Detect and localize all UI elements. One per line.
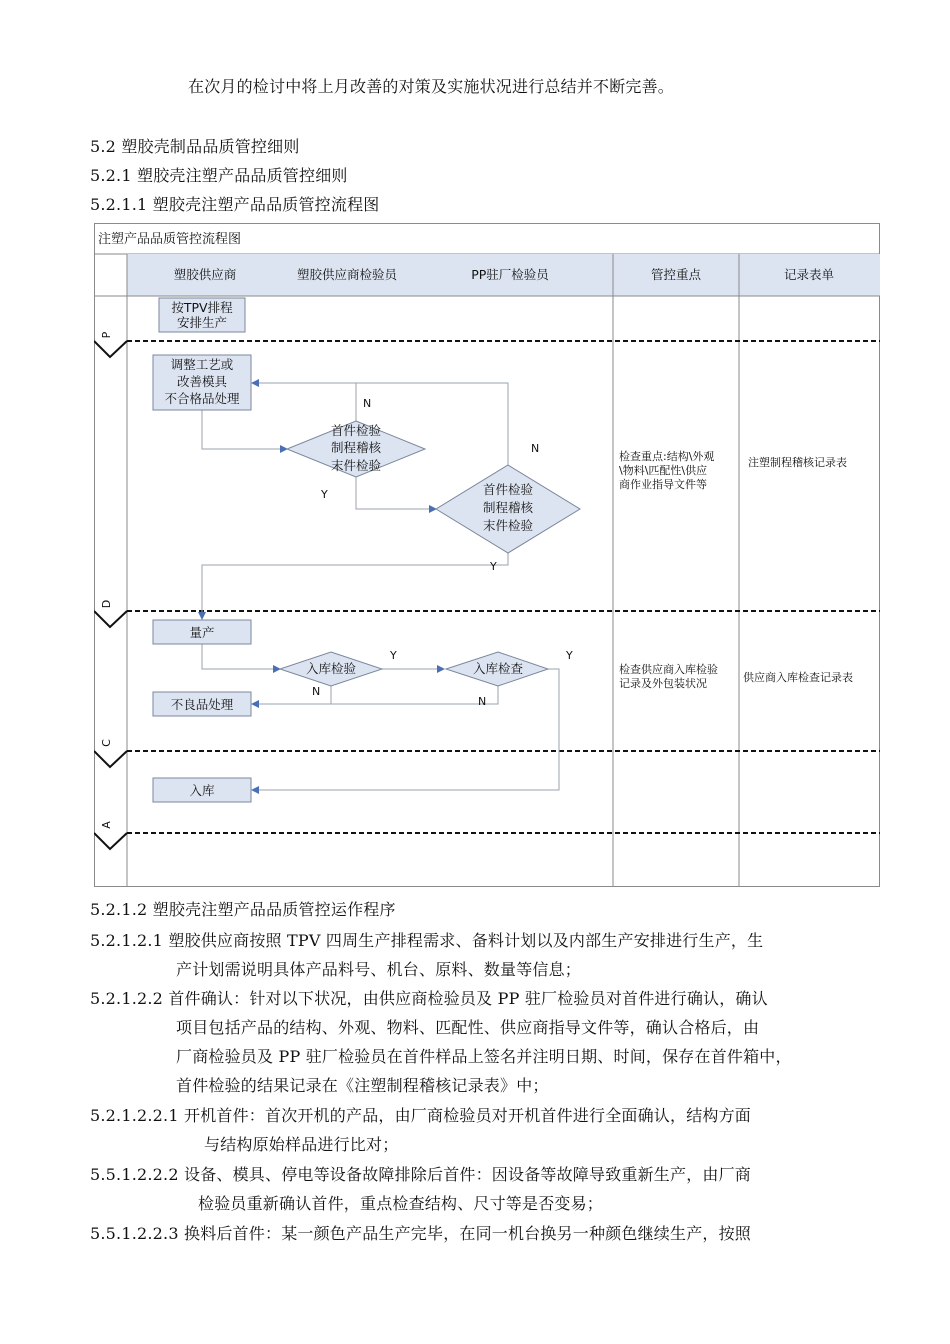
node-adjust xyxy=(153,355,251,410)
node-schedule-line1: 按TPV排程 xyxy=(171,300,233,315)
phase-chevron-p xyxy=(94,341,127,357)
para-3-line1: 5.2.1.2.2.1 开机首件：首次开机的产品，由厂商检验员对开机首件进行全面确认，结构方面 xyxy=(90,1106,751,1125)
node-adjust-line2: 改善模具 xyxy=(176,374,228,389)
node-incoming-inspect xyxy=(280,652,382,686)
node-incoming-check xyxy=(446,652,548,686)
heading-5-2-1: 5.2.1 塑胶壳注塑产品品质管控细则 xyxy=(90,166,348,185)
flowchart xyxy=(94,223,880,887)
para-2-line4: 首件检验的结果记录在《注塑制程稽核记录表》中； xyxy=(176,1076,549,1095)
para-2-line3: 厂商检验员及 PP 驻厂检验员在首件样品上签名并注明日期、时间，保存在首件箱中， xyxy=(176,1047,792,1066)
label-check1-yes: Y xyxy=(321,488,328,501)
label-check-no: N xyxy=(478,695,487,708)
phase-label-a: A xyxy=(100,821,113,829)
control-note-c-line2: 记录及外包装状况 xyxy=(619,677,707,690)
phase-label-p: P xyxy=(100,331,113,339)
control-note-d-line1: 检查重点:结构\外观 xyxy=(619,450,715,463)
para-4-line2: 检验员重新确认首件，重点检查结构、尺寸等是否变易； xyxy=(198,1194,604,1213)
phase-chevron-d xyxy=(94,611,127,627)
node-adjust-line3: 不合格品处理 xyxy=(164,391,240,406)
node-incoming-inspect-label: 入库检验 xyxy=(305,661,357,676)
flowchart-title: 注塑产品品质管控流程图 xyxy=(98,232,242,247)
header-record-forms: 记录表单 xyxy=(783,267,835,282)
node-defect-handling xyxy=(153,692,251,716)
heading-5-2-1-2: 5.2.1.2 塑胶壳注塑产品品质管控运作程序 xyxy=(90,900,396,919)
node-adjust-line1: 调整工艺或 xyxy=(170,357,234,372)
header-control-points: 管控重点 xyxy=(650,267,702,282)
label-check2-no: N xyxy=(531,442,540,455)
phase-label-c: C xyxy=(100,739,113,747)
para-2-line1: 5.2.1.2.2 首件确认：针对以下状况，由供应商检验员及 PP 驻厂检验员对首件进行确认，确认 xyxy=(90,989,768,1008)
node-check2-line3: 末件检验 xyxy=(482,518,534,533)
para-2-line2: 项目包括产品的结构、外观、物料、匹配性、供应商指导文件等，确认合格后，由 xyxy=(176,1018,760,1037)
header-supplier-inspector: 塑胶供应商检验员 xyxy=(296,267,398,282)
node-first-check-1 xyxy=(287,421,425,477)
connector-check-yes xyxy=(252,669,559,790)
header-pp-inspector: PP驻厂检验员 xyxy=(471,267,549,282)
label-inspect-no: N xyxy=(312,685,321,698)
node-mass-production-label: 量产 xyxy=(189,625,215,640)
flowchart-svg xyxy=(94,223,880,887)
para-5-line1: 5.5.1.2.2.3 换料后首件：某一颜色产品生产完毕，在同一机台换另一种颜色继续生产，按照 xyxy=(90,1224,751,1243)
node-schedule-line2: 安排生产 xyxy=(176,315,228,330)
node-schedule xyxy=(159,298,245,332)
connector-check-no xyxy=(331,686,498,704)
connector-check1-yes xyxy=(356,473,436,509)
para-1-line2: 产计划需说明具体产品料号、机台、原料、数量等信息； xyxy=(176,960,582,979)
label-check-yes: Y xyxy=(566,649,573,662)
record-form-c: 供应商入库检查记录表 xyxy=(743,671,853,684)
para-4-line1: 5.5.1.2.2.2 设备、模具、停电等设备故障排除后首件：因设备等故障导致重新生产，由厂商 xyxy=(90,1165,751,1184)
node-warehouse xyxy=(153,778,251,802)
connector-check2-yes xyxy=(202,553,508,619)
node-check1-line2: 制程稽核 xyxy=(330,440,382,455)
node-check2-line2: 制程稽核 xyxy=(482,500,534,515)
node-check1-line3: 末件检验 xyxy=(330,458,382,473)
para-1-line1: 5.2.1.2.1 塑胶供应商按照 TPV 四周生产排程需求、备料计划以及内部生产安排进行生产，生 xyxy=(90,931,764,950)
control-note-c-line1: 检查供应商入库检验 xyxy=(619,663,718,676)
phase-chevron-c xyxy=(94,751,127,767)
node-mass-production xyxy=(153,620,251,644)
node-check2-line1: 首件检验 xyxy=(482,482,534,497)
label-check2-yes: Y xyxy=(490,560,497,573)
label-inspect-yes: Y xyxy=(390,649,397,662)
node-incoming-check-label: 入库检查 xyxy=(472,661,524,676)
record-form-d: 注塑制程稽核记录表 xyxy=(748,456,847,469)
phase-chevron-a xyxy=(94,833,127,849)
node-warehouse-label: 入库 xyxy=(189,783,215,798)
connector-adjust-to-check1 xyxy=(202,410,287,449)
control-note-d-line2: \物料\匹配性\供应 xyxy=(619,464,708,477)
connector-check1-no xyxy=(252,383,356,426)
node-defect-handling-label: 不良品处理 xyxy=(170,697,234,712)
header-supplier: 塑胶供应商 xyxy=(173,267,237,282)
intro-paragraph: 在次月的检讨中将上月改善的对策及实施状况进行总结并不断完善。 xyxy=(188,77,675,96)
heading-5-2-1-1: 5.2.1.1 塑胶壳注塑产品品质管控流程图 xyxy=(90,195,380,214)
phase-label-d: D xyxy=(100,599,113,609)
label-check1-no: N xyxy=(363,397,372,410)
node-check1-line1: 首件检验 xyxy=(330,423,382,438)
connector-mass-to-inspect xyxy=(202,644,280,669)
heading-5-2: 5.2 塑胶壳制品品质管控细则 xyxy=(90,137,300,156)
node-first-check-2 xyxy=(436,465,580,553)
control-note-d-line3: 商作业指导文件等 xyxy=(619,478,707,491)
para-3-line2: 与结构原始样品进行比对； xyxy=(204,1135,399,1154)
